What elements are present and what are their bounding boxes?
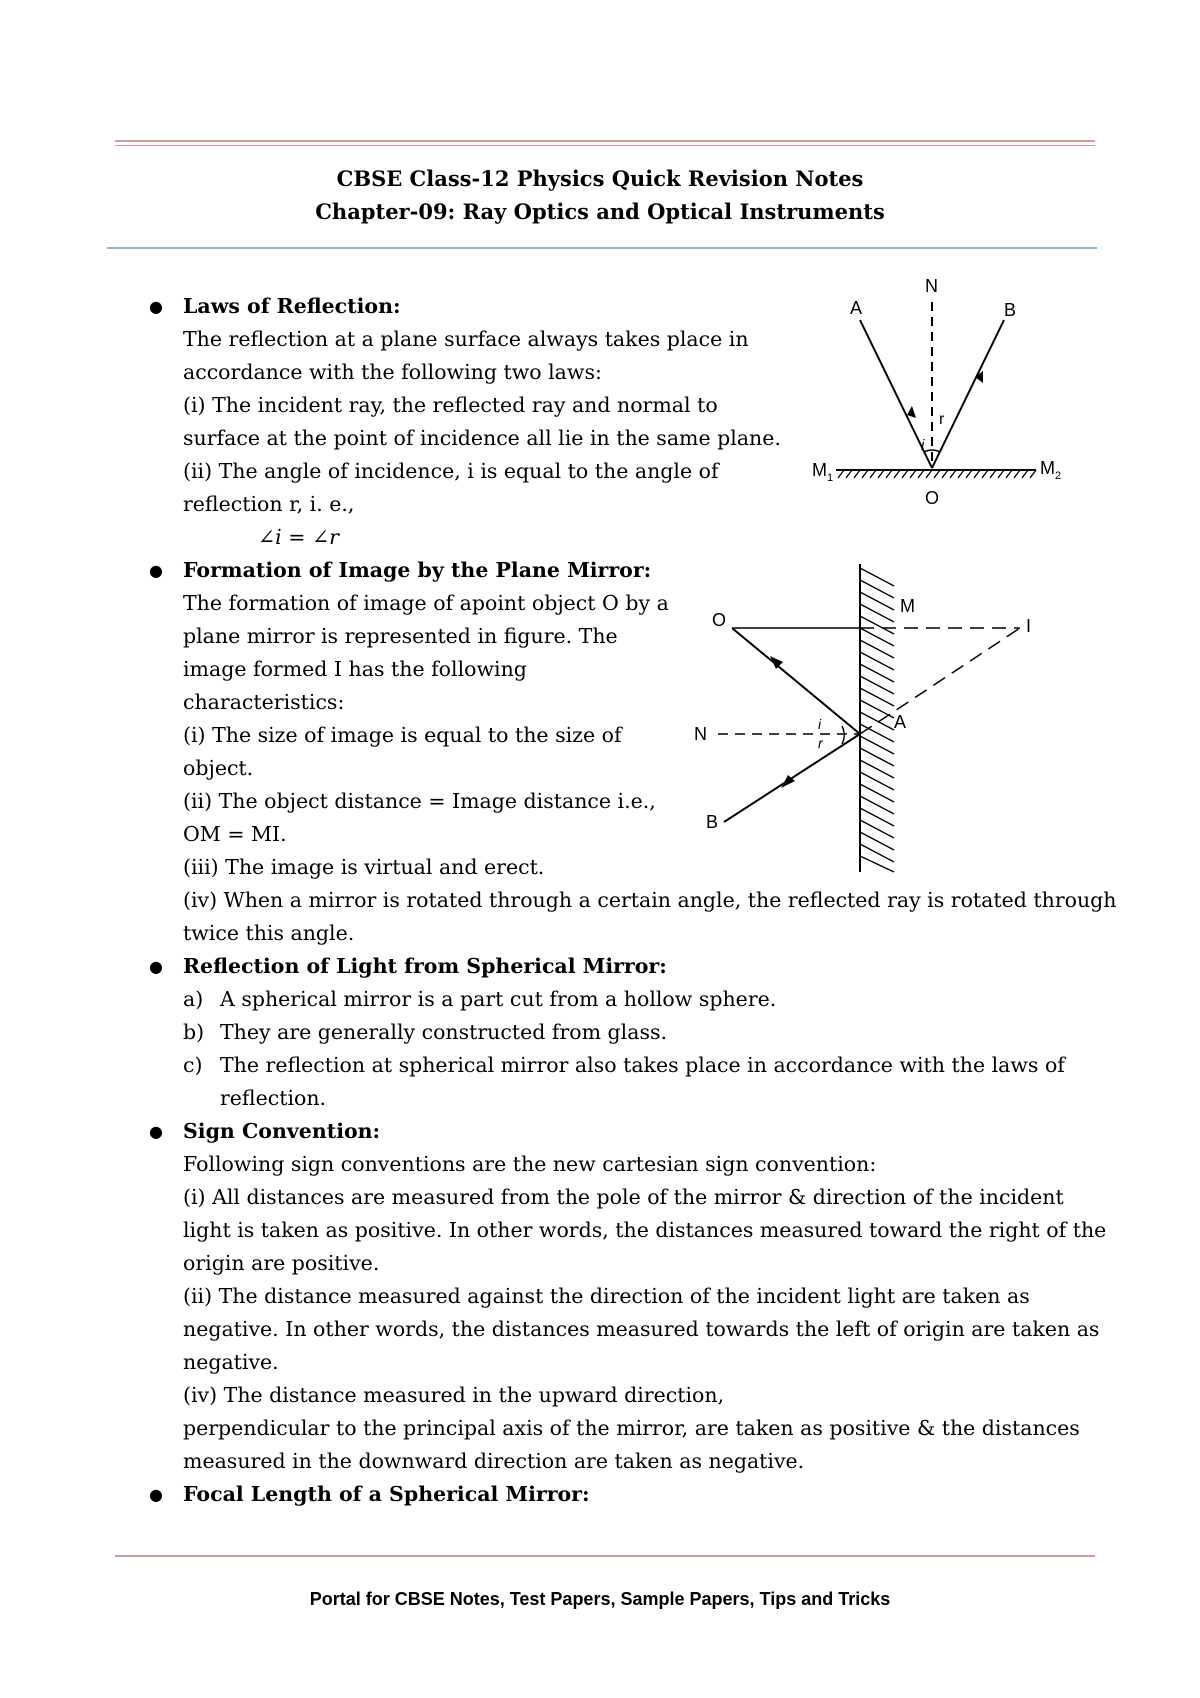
- label-n: N: [925, 276, 938, 296]
- text-line: object.: [183, 756, 254, 780]
- text-line: surface at the point of incidence all lie in the same plane.: [183, 426, 781, 450]
- text-line: characteristics:: [183, 690, 345, 714]
- text-line: OM = MI.: [183, 822, 287, 846]
- label-n: N: [694, 724, 707, 744]
- section-heading: Reflection of Light from Spherical Mirror:: [183, 954, 667, 978]
- text-line: (ii) The object distance = Image distance i.e.,: [183, 789, 656, 813]
- text-line: negative. In other words, the distances measured towards the left of origin are taken as: [183, 1317, 1100, 1341]
- text-line: reflection r, i. e.,: [183, 492, 355, 516]
- text-line: accordance with the following two laws:: [183, 360, 602, 384]
- label-i-angle: i: [818, 716, 822, 732]
- section-heading: Sign Convention:: [183, 1119, 381, 1143]
- text-line: light is taken as positive. In other words, the distances measured toward the right of the: [183, 1218, 1107, 1242]
- text-line: plane mirror is represented in figure. The: [183, 624, 618, 648]
- text-line: Following sign conventions are the new cartesian sign convention:: [183, 1152, 877, 1176]
- label-o: O: [712, 610, 727, 630]
- text-line: (i) The incident ray, the reflected ray and normal to: [183, 393, 718, 417]
- label-r-angle: r: [818, 735, 823, 751]
- list-text-cont: reflection.: [220, 1086, 327, 1110]
- label-o: O: [925, 488, 940, 508]
- label-m: M: [900, 596, 915, 616]
- title-rule: [107, 247, 1097, 249]
- label-b: B: [1004, 300, 1017, 320]
- section-spherical-mirror: [143, 950, 1123, 1115]
- list-item: [183, 1049, 1123, 1115]
- text-line: (ii) The distance measured against the direction of the incident light are taken as: [183, 1284, 1030, 1308]
- text-line: The reflection at a plane surface always takes place in: [183, 327, 749, 351]
- list-text: A spherical mirror is a part cut from a hollow sphere.: [220, 987, 777, 1011]
- bullet: ●: [149, 1485, 163, 1504]
- section-heading: Focal Length of a Spherical Mirror:: [183, 1482, 590, 1506]
- label-i: i: [921, 437, 925, 454]
- section-laws-of-reflection: [143, 290, 1123, 554]
- text-line: negative.: [183, 1350, 279, 1374]
- list-text: They are generally constructed from glass.: [220, 1020, 668, 1044]
- list-label: c): [183, 1053, 203, 1077]
- text-line: (i) The size of image is equal to the size of: [183, 723, 622, 747]
- text-line: (ii) The angle of incidence, i is equal to the angle of: [183, 459, 719, 483]
- list-item: [183, 1016, 1123, 1049]
- list-text: The reflection at spherical mirror also takes place in accordance with the laws of: [220, 1053, 1065, 1077]
- text-line: (i) All distances are measured from the pole of the mirror & direction of the incident: [183, 1185, 1064, 1209]
- bullet: ●: [149, 297, 163, 316]
- label-m2: $M_2$: [1040, 458, 1062, 482]
- bullet: ●: [149, 1122, 163, 1141]
- text-line: (iv) The distance measured in the upward direction,: [183, 1383, 725, 1407]
- chapter-title: Chapter-09: Ray Optics and Optical Instruments: [315, 199, 885, 224]
- section-heading: Laws of Reflection:: [183, 294, 401, 318]
- document-body: [143, 290, 1123, 1511]
- label-i-image: I: [1026, 616, 1032, 636]
- text-line: The formation of image of apoint object O by a: [183, 591, 669, 615]
- text-line: (iv) When a mirror is rotated through a certain angle, the reflected ray is rotated through: [183, 888, 1117, 912]
- section-sign-convention: [143, 1115, 1123, 1478]
- text-line: image formed I has the following: [183, 657, 527, 681]
- footer-rule: [115, 1555, 1095, 1557]
- text-line: (iii) The image is virtual and erect.: [183, 855, 545, 879]
- section-heading: Formation of Image by the Plane Mirror:: [183, 558, 652, 582]
- text-line: twice this angle.: [183, 921, 355, 945]
- text-line: origin are positive.: [183, 1251, 380, 1275]
- list-item: [183, 983, 1123, 1016]
- footer-text: Portal for CBSE Notes, Test Papers, Sample Papers, Tips and Tricks: [309, 1589, 891, 1609]
- label-m1: $M_1$: [812, 460, 834, 484]
- label-a: A: [894, 712, 907, 732]
- section-plane-mirror: [143, 554, 1123, 950]
- top-rule-2: [115, 145, 1095, 146]
- formula: ∠i = ∠r: [258, 525, 339, 549]
- list-label: a): [183, 987, 204, 1011]
- list-label: b): [183, 1020, 205, 1044]
- label-r: r: [939, 411, 945, 428]
- top-rule: [115, 140, 1095, 142]
- text-line: perpendicular to the principal axis of the mirror, are taken as positive & the distances: [183, 1416, 1080, 1440]
- section-focal-length: [143, 1478, 1123, 1511]
- text-line: measured in the downward direction are taken as negative.: [183, 1449, 805, 1473]
- bullet: ●: [149, 957, 163, 976]
- bullet: ●: [149, 561, 163, 580]
- label-b: B: [706, 812, 719, 832]
- label-a: A: [850, 298, 863, 318]
- page-header: [0, 162, 1200, 228]
- page-title: CBSE Class-12 Physics Quick Revision Notes: [336, 166, 864, 191]
